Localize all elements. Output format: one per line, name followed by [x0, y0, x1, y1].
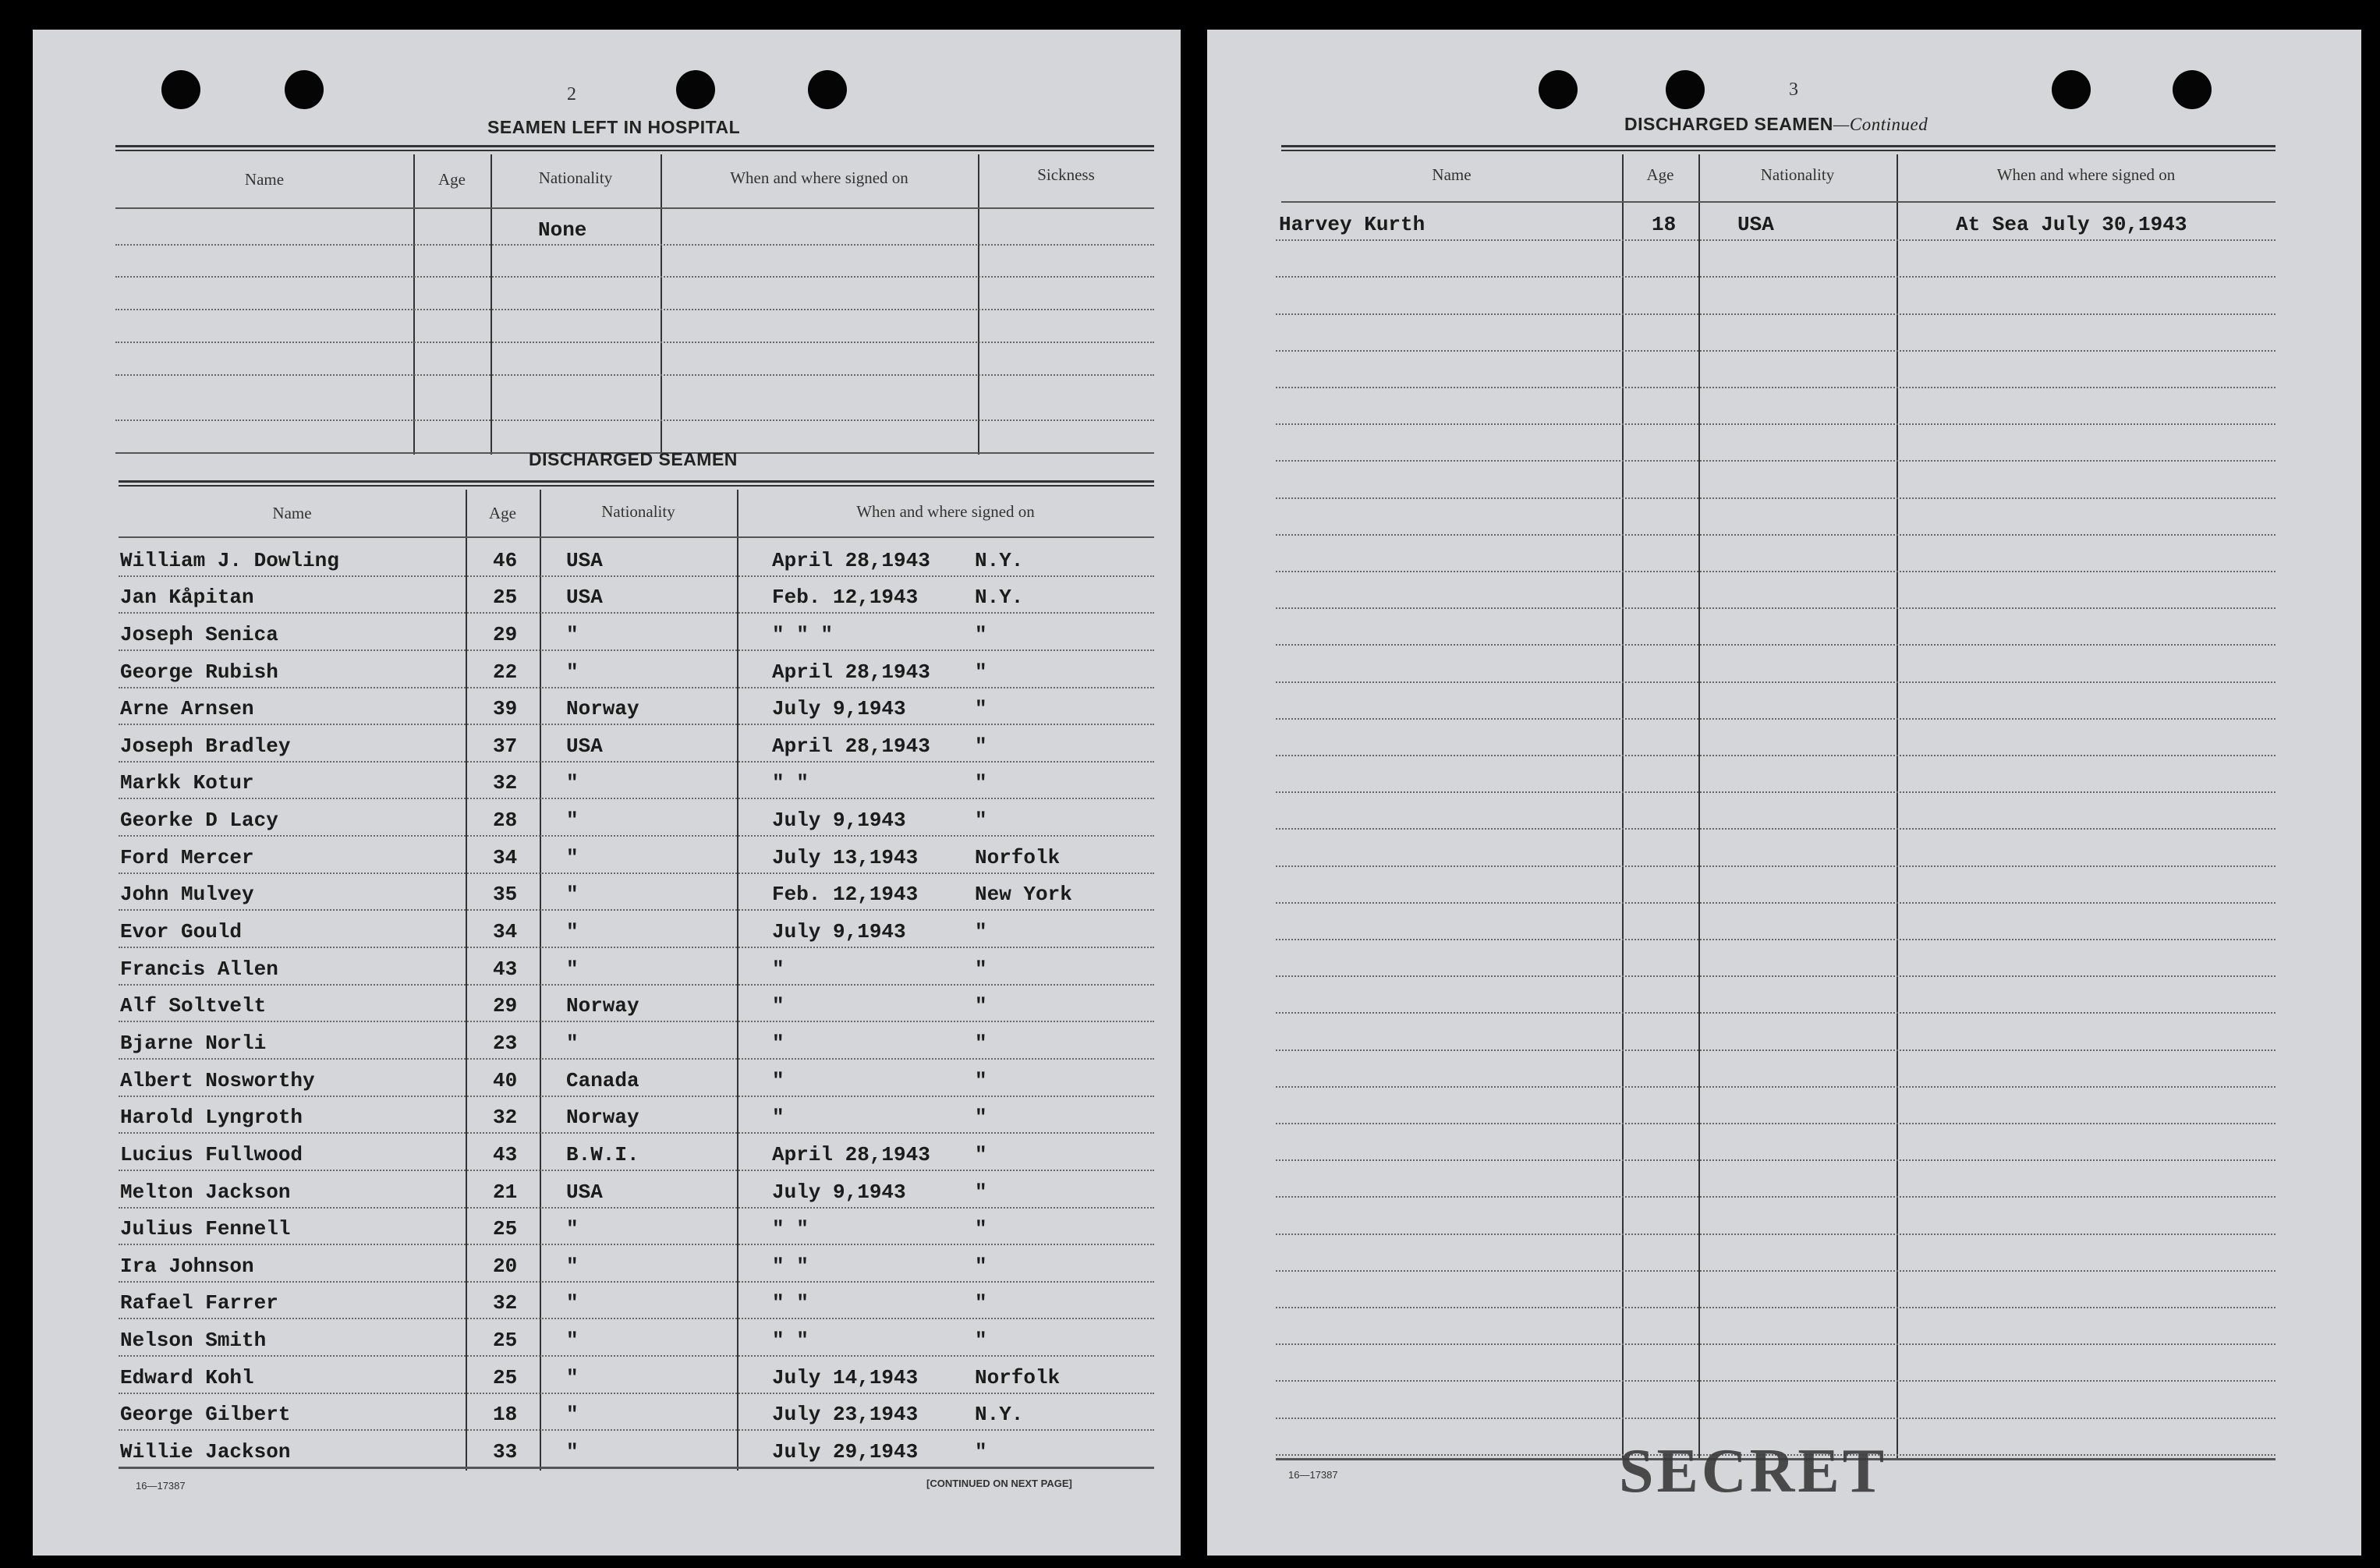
cell-age: 23 [493, 1031, 518, 1055]
cell-age: 32 [493, 771, 518, 795]
row-rule [119, 1429, 1154, 1431]
cell-date: " [772, 994, 784, 1018]
row-rule [1276, 902, 2276, 904]
cell-date: " " [772, 1291, 809, 1315]
cell-place: " [975, 1106, 987, 1130]
cell-nat: " [566, 1403, 579, 1427]
header-signed-on: When and where signed on [856, 502, 1035, 521]
cell-name: Jan Kåpitan [120, 586, 254, 610]
header-age: Age [1646, 165, 1674, 184]
cell-date: April 28,1943 [772, 660, 930, 684]
header-nationality: Nationality [601, 502, 675, 521]
cell-nat: " [566, 1291, 579, 1315]
cell-place: " [975, 957, 987, 981]
cell-age: 46 [493, 548, 518, 572]
row-rule [119, 872, 1154, 874]
cell-nat: " [566, 883, 579, 907]
cell-nat: " [566, 809, 579, 833]
row-rule [115, 309, 1154, 310]
cell-name: Evor Gould [120, 920, 243, 944]
cell-date: At Sea July 30,1943 [1956, 213, 2187, 237]
row-rule [119, 1244, 1154, 1245]
punch-hole [161, 70, 200, 109]
cell-name: Edward Kohl [120, 1365, 254, 1389]
cell-name: Rafael Farrer [120, 1291, 278, 1315]
cell-date: April 28,1943 [772, 548, 930, 572]
cell-name: Bjarne Norli [120, 1031, 267, 1055]
cell-name: George Gilbert [120, 1403, 291, 1427]
continued-section-title [1624, 114, 1928, 135]
punch-hole [676, 70, 715, 109]
cell-nat: B.W.I. [566, 1142, 639, 1166]
cell-place: Norfolk [975, 845, 1061, 869]
row-rule [1276, 1123, 2276, 1124]
row-rule [1276, 718, 2276, 720]
row-rule [1276, 1343, 2276, 1345]
cell-name: George Rubish [120, 660, 278, 684]
cell-place: Norfolk [975, 1365, 1061, 1389]
row-rule [1276, 1418, 2276, 1419]
cell-place: " [975, 994, 987, 1018]
cell-nat: USA [566, 734, 603, 758]
cell-age: 25 [493, 1329, 518, 1353]
row-rule [1276, 350, 2276, 352]
cell-date: July 13,1943 [772, 845, 919, 869]
row-rule [1276, 681, 2276, 683]
punch-hole [1666, 70, 1705, 109]
cell-nat: " [566, 1365, 579, 1389]
row-rule [115, 207, 1154, 209]
cell-name: Ira Johnson [120, 1254, 254, 1278]
cell-date: April 28,1943 [772, 1142, 930, 1166]
row-rule [119, 612, 1154, 614]
row-rule [1276, 939, 2276, 940]
row-rule [1276, 1012, 2276, 1014]
cell-name: Nelson Smith [120, 1329, 267, 1353]
row-rule [119, 1393, 1154, 1394]
row-rule [119, 1132, 1154, 1134]
cell-nat: " [566, 660, 579, 684]
form-number: 16—17387 [136, 1480, 186, 1492]
column-divider [540, 490, 541, 1471]
cell-age: 37 [493, 734, 518, 758]
row-rule [1276, 865, 2276, 867]
column-divider [413, 154, 415, 455]
cell-age: 20 [493, 1254, 518, 1278]
cell-age: 29 [493, 622, 518, 646]
row-rule [119, 909, 1154, 911]
continued-note: [CONTINUED ON NEXT PAGE] [926, 1478, 1072, 1489]
cell-date: April 28,1943 [772, 734, 930, 758]
cell-nat: " [566, 1217, 579, 1241]
form-number: 16—17387 [1288, 1469, 1338, 1481]
cell-date: July 23,1943 [772, 1403, 919, 1427]
row-rule [1276, 534, 2276, 536]
row-rule [1276, 276, 2276, 278]
row-rule [119, 835, 1154, 837]
cell-name: Joseph Senica [120, 622, 278, 646]
cell-nat: USA [566, 548, 603, 572]
cell-nat: " [566, 845, 579, 869]
cell-nat: " [566, 957, 579, 981]
row-rule [1276, 791, 2276, 793]
cell-nat: " [566, 920, 579, 944]
cell-date: " " " [772, 622, 834, 646]
cell-name: Ford Mercer [120, 845, 254, 869]
cell-date: " [772, 1068, 784, 1092]
row-rule [1276, 607, 2276, 609]
row-rule [1276, 1234, 2276, 1235]
cell-place: N.Y. [975, 548, 1024, 572]
cell-nat: Canada [566, 1068, 639, 1092]
cell-date: July 9,1943 [772, 1180, 906, 1204]
cell-place: " [975, 1217, 987, 1241]
cell-place: " [975, 1440, 987, 1464]
row-rule [1276, 387, 2276, 388]
row-rule [1276, 755, 2276, 756]
cell-age: 28 [493, 809, 518, 833]
cell-age: 43 [493, 957, 518, 981]
cell-nat: Norway [566, 1106, 639, 1130]
row-rule [1276, 423, 2276, 425]
cell-name: Lucius Fullwood [120, 1142, 303, 1166]
row-rule [1276, 1049, 2276, 1051]
cell-age: 32 [493, 1291, 518, 1315]
cell-nat: USA [1737, 213, 1774, 237]
header-age: Age [489, 504, 516, 522]
cell-nat: " [566, 1440, 579, 1464]
row-rule [1276, 1196, 2276, 1198]
cell-date: July 9,1943 [772, 809, 906, 833]
hospital-section-title: SEAMEN LEFT IN HOSPITAL [487, 117, 741, 137]
cell-name: Albert Nosworthy [120, 1068, 315, 1092]
header-sickness: Sickness [1037, 165, 1095, 184]
row-rule [119, 1170, 1154, 1171]
cell-date: July 9,1943 [772, 697, 906, 721]
row-rule [119, 1095, 1154, 1097]
cell-nat: " [566, 1254, 579, 1278]
column-divider [491, 154, 492, 455]
cell-place: " [975, 697, 987, 721]
column-divider [978, 154, 979, 455]
cell-age: 21 [493, 1180, 518, 1204]
header-name: Name [272, 504, 312, 522]
row-rule [115, 374, 1154, 376]
cell-age: 18 [1652, 213, 1677, 237]
cell-name: Harvey Kurth [1279, 213, 1426, 237]
cell-name: John Mulvey [120, 883, 254, 907]
row-rule [119, 1281, 1154, 1283]
cell-age: 35 [493, 883, 518, 907]
cell-name: Georke D Lacy [120, 809, 278, 833]
row-rule [1276, 313, 2276, 315]
header-name: Name [1432, 165, 1472, 184]
cell-date: July 29,1943 [772, 1440, 919, 1464]
page-number: 3 [1789, 80, 1798, 100]
cell-place: " [975, 920, 987, 944]
cell-date: " " [772, 1329, 809, 1353]
row-rule [119, 1355, 1154, 1357]
hospital-nationality-value: None [538, 218, 587, 242]
cell-age: 29 [493, 994, 518, 1018]
cell-age: 33 [493, 1440, 518, 1464]
row-rule [115, 419, 1154, 421]
row-rule [1276, 1270, 2276, 1272]
cell-date: " " [772, 1217, 809, 1241]
cell-date: Feb. 12,1943 [772, 586, 919, 610]
row-rule [1276, 239, 2276, 241]
row-rule [1276, 1159, 2276, 1161]
row-rule [119, 575, 1154, 577]
row-rule [1276, 975, 2276, 977]
cell-age: 43 [493, 1142, 518, 1166]
row-rule [119, 687, 1154, 688]
cell-age: 34 [493, 845, 518, 869]
cell-place: " [975, 660, 987, 684]
cell-place: " [975, 734, 987, 758]
secret-stamp: SECRET [1619, 1437, 1888, 1506]
table-top-rule [115, 145, 1154, 151]
cell-age: 25 [493, 1365, 518, 1389]
cell-nat: " [566, 622, 579, 646]
table-top-rule [1281, 145, 2276, 151]
row-rule [1276, 1307, 2276, 1308]
row-rule [119, 724, 1154, 725]
cell-place: " [975, 622, 987, 646]
row-rule [119, 947, 1154, 948]
cell-age: 39 [493, 697, 518, 721]
cell-name: Willie Jackson [120, 1440, 291, 1464]
cell-name: Julius Fennell [120, 1217, 291, 1241]
page-number: 2 [567, 84, 576, 104]
cell-place: " [975, 1031, 987, 1055]
cell-name: Harold Lyngroth [120, 1106, 303, 1130]
cell-place: " [975, 809, 987, 833]
punch-hole [1539, 70, 1578, 109]
punch-hole [2052, 70, 2091, 109]
cell-place: New York [975, 883, 1072, 907]
cell-nat: Norway [566, 697, 639, 721]
cell-place: N.Y. [975, 1403, 1024, 1427]
row-rule [119, 761, 1154, 763]
header-rule [119, 536, 1154, 538]
header-nationality: Nationality [1760, 165, 1835, 184]
cell-age: 18 [493, 1403, 518, 1427]
right-page [1207, 30, 2361, 1556]
cell-date: " [772, 957, 784, 981]
cell-place: N.Y. [975, 586, 1024, 610]
cell-place: " [975, 1329, 987, 1353]
row-rule [1276, 497, 2276, 499]
row-rule [119, 798, 1154, 799]
cell-place: " [975, 1180, 987, 1204]
cell-name: Melton Jackson [120, 1180, 291, 1204]
row-rule [115, 276, 1154, 278]
column-divider [466, 490, 467, 1471]
cell-place: " [975, 1068, 987, 1092]
header-signed-on: When and where signed on [730, 168, 908, 187]
cell-place: " [975, 1291, 987, 1315]
cell-nat: " [566, 1031, 579, 1055]
cell-age: 34 [493, 920, 518, 944]
cell-nat: USA [566, 586, 603, 610]
cell-date: " [772, 1106, 784, 1130]
cell-date: July 9,1943 [772, 920, 906, 944]
cell-date: " " [772, 771, 809, 795]
cell-date: July 14,1943 [772, 1365, 919, 1389]
row-rule [119, 1207, 1154, 1209]
section-title-continued: —Continued [1833, 115, 1928, 134]
header-signed-on: When and where signed on [1996, 165, 2176, 184]
row-rule [119, 1318, 1154, 1319]
bottom-rule [119, 1467, 1154, 1469]
row-rule [1276, 1086, 2276, 1088]
cell-nat: " [566, 771, 579, 795]
cell-age: 25 [493, 1217, 518, 1241]
row-rule [119, 649, 1154, 651]
cell-name: Francis Allen [120, 957, 278, 981]
cell-nat: " [566, 1329, 579, 1353]
cell-place: " [975, 1254, 987, 1278]
left-page [33, 30, 1181, 1556]
cell-name: Markk Kotur [120, 771, 254, 795]
row-rule [1276, 460, 2276, 462]
cell-name: William J. Dowling [120, 548, 339, 572]
cell-age: 22 [493, 660, 518, 684]
row-rule [1276, 1380, 2276, 1382]
cell-age: 40 [493, 1068, 518, 1092]
cell-nat: Norway [566, 994, 639, 1018]
table-top-rule [119, 480, 1154, 487]
header-name: Name [244, 170, 285, 189]
column-divider [661, 154, 662, 455]
cell-age: 32 [493, 1106, 518, 1130]
header-age: Age [438, 170, 466, 189]
row-rule [119, 1021, 1154, 1022]
row-rule [115, 342, 1154, 343]
cell-name: Alf Soltvelt [120, 994, 267, 1018]
cell-name: Joseph Bradley [120, 734, 291, 758]
cell-place: " [975, 1142, 987, 1166]
punch-hole [2173, 70, 2212, 109]
cell-date: " [772, 1031, 784, 1055]
row-rule [119, 984, 1154, 986]
row-rule [119, 1058, 1154, 1060]
row-rule [1276, 571, 2276, 572]
cell-name: Arne Arnsen [120, 697, 254, 721]
cell-date: Feb. 12,1943 [772, 883, 919, 907]
cell-date: " " [772, 1254, 809, 1278]
row-rule [115, 244, 1154, 246]
punch-hole [808, 70, 847, 109]
cell-age: 25 [493, 586, 518, 610]
row-rule [1276, 644, 2276, 646]
cell-place: " [975, 771, 987, 795]
section-title-main: DISCHARGED SEAMEN [1624, 114, 1833, 134]
discharged-section-title: DISCHARGED SEAMEN [529, 449, 738, 469]
punch-hole [285, 70, 324, 109]
row-rule [1276, 828, 2276, 830]
column-divider [737, 490, 738, 1471]
cell-nat: USA [566, 1180, 603, 1204]
header-rule [1281, 201, 2276, 203]
header-nationality: Nationality [538, 168, 613, 187]
